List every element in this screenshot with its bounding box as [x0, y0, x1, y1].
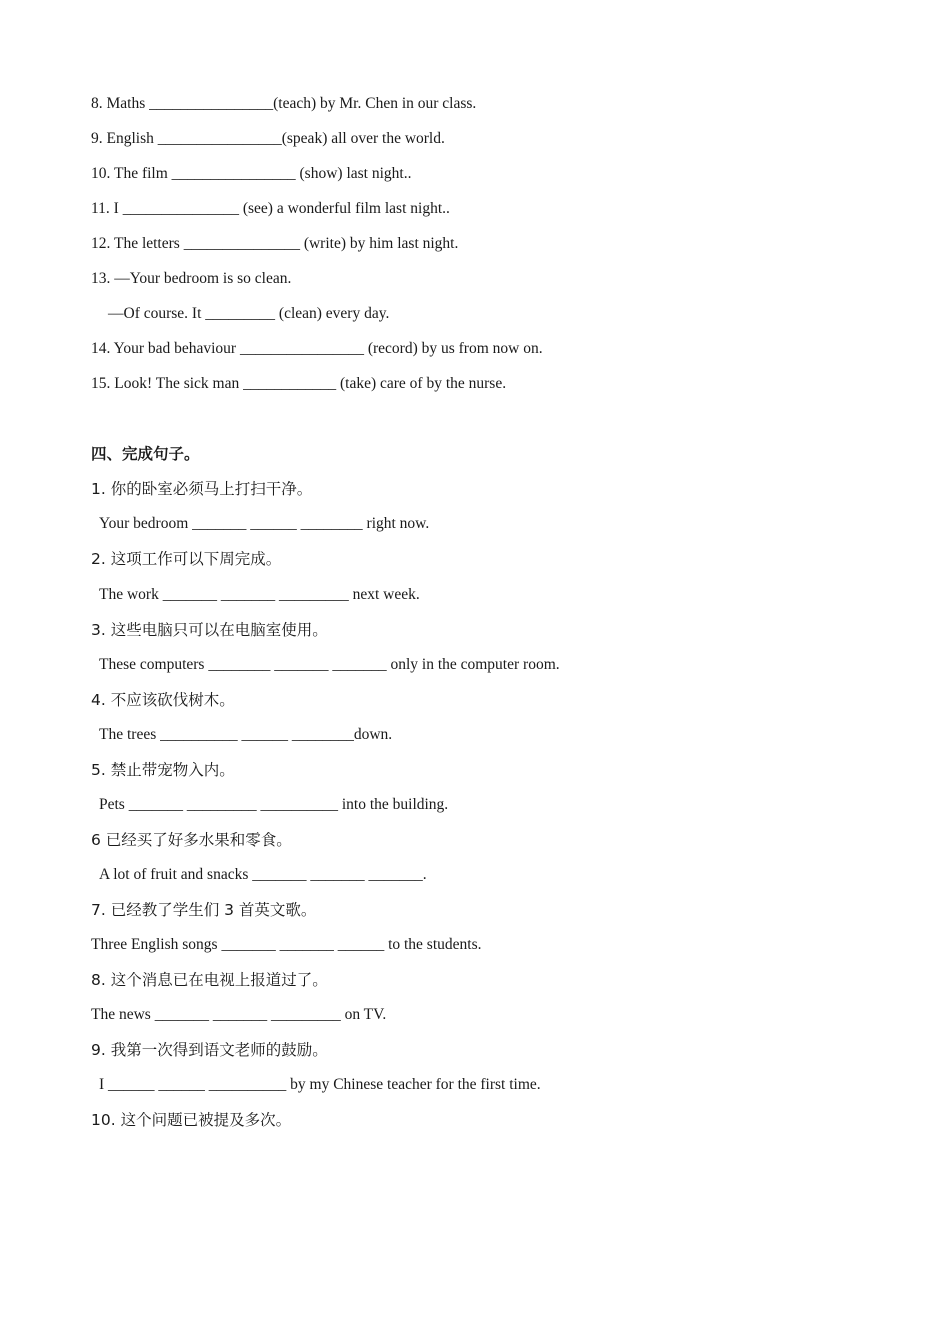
exercise-item-10: 10. The film ________________ (show) last night.. [91, 165, 412, 182]
sentence-prompt-4: 4. 不应该砍伐树木。 [91, 691, 235, 709]
sentence-answer-5: Pets _______ _________ __________ into the building. [99, 796, 449, 813]
exercise-item-14: 14. Your bad behaviour ________________ (record) by us from now on. [91, 340, 543, 357]
sentence-prompt-5: 5. 禁止带宠物入内。 [91, 761, 235, 779]
sentence-prompt-8: 8. 这个消息已在电视上报道过了。 [91, 971, 328, 989]
sentence-answer-2: The work _______ _______ _________ next week. [99, 586, 420, 603]
sentence-prompt-3: 3. 这些电脑只可以在电脑室使用。 [91, 621, 328, 639]
exercise-item-13-question: 13. —Your bedroom is so clean. [91, 270, 292, 287]
exercise-item-12: 12. The letters _______________ (write) by him last night. [91, 235, 459, 252]
sentence-answer-9: I ______ ______ __________ by my Chinese teacher for the first time. [99, 1076, 541, 1093]
exercise-item-13-answer: —Of course. It _________ (clean) every day. [108, 305, 390, 322]
exercise-item-11: 11. I _______________ (see) a wonderful film last night.. [91, 200, 450, 217]
sentence-answer-7: Three English songs _______ _______ ______ to the students. [91, 936, 482, 953]
exercise-item-8: 8. Maths ________________(teach) by Mr. Chen in our class. [91, 95, 477, 112]
section-heading: 四、完成句子。 [91, 445, 200, 463]
sentence-answer-1: Your bedroom _______ ______ ________ right now. [99, 515, 430, 532]
sentence-prompt-2: 2. 这项工作可以下周完成。 [91, 550, 282, 568]
sentence-prompt-10: 10. 这个问题已被提及多次。 [91, 1111, 292, 1129]
sentence-answer-6: A lot of fruit and snacks _______ _______ _______. [99, 866, 427, 883]
exercise-item-9: 9. English ________________(speak) all over the world. [91, 130, 445, 147]
exercise-item-15: 15. Look! The sick man ____________ (take) care of by the nurse. [91, 375, 507, 392]
sentence-prompt-7: 7. 已经教了学生们 3 首英文歌。 [91, 901, 317, 919]
sentence-prompt-6: 6 已经买了好多水果和零食。 [91, 831, 292, 849]
sentence-answer-3: These computers ________ _______ _______ only in the computer room. [99, 656, 560, 673]
sentence-prompt-9: 9. 我第一次得到语文老师的鼓励。 [91, 1041, 328, 1059]
sentence-prompt-1: 1. 你的卧室必须马上打扫干净。 [91, 480, 313, 498]
sentence-answer-4: The trees __________ ______ ________down. [99, 726, 393, 743]
sentence-answer-8: The news _______ _______ _________ on TV. [91, 1006, 387, 1023]
